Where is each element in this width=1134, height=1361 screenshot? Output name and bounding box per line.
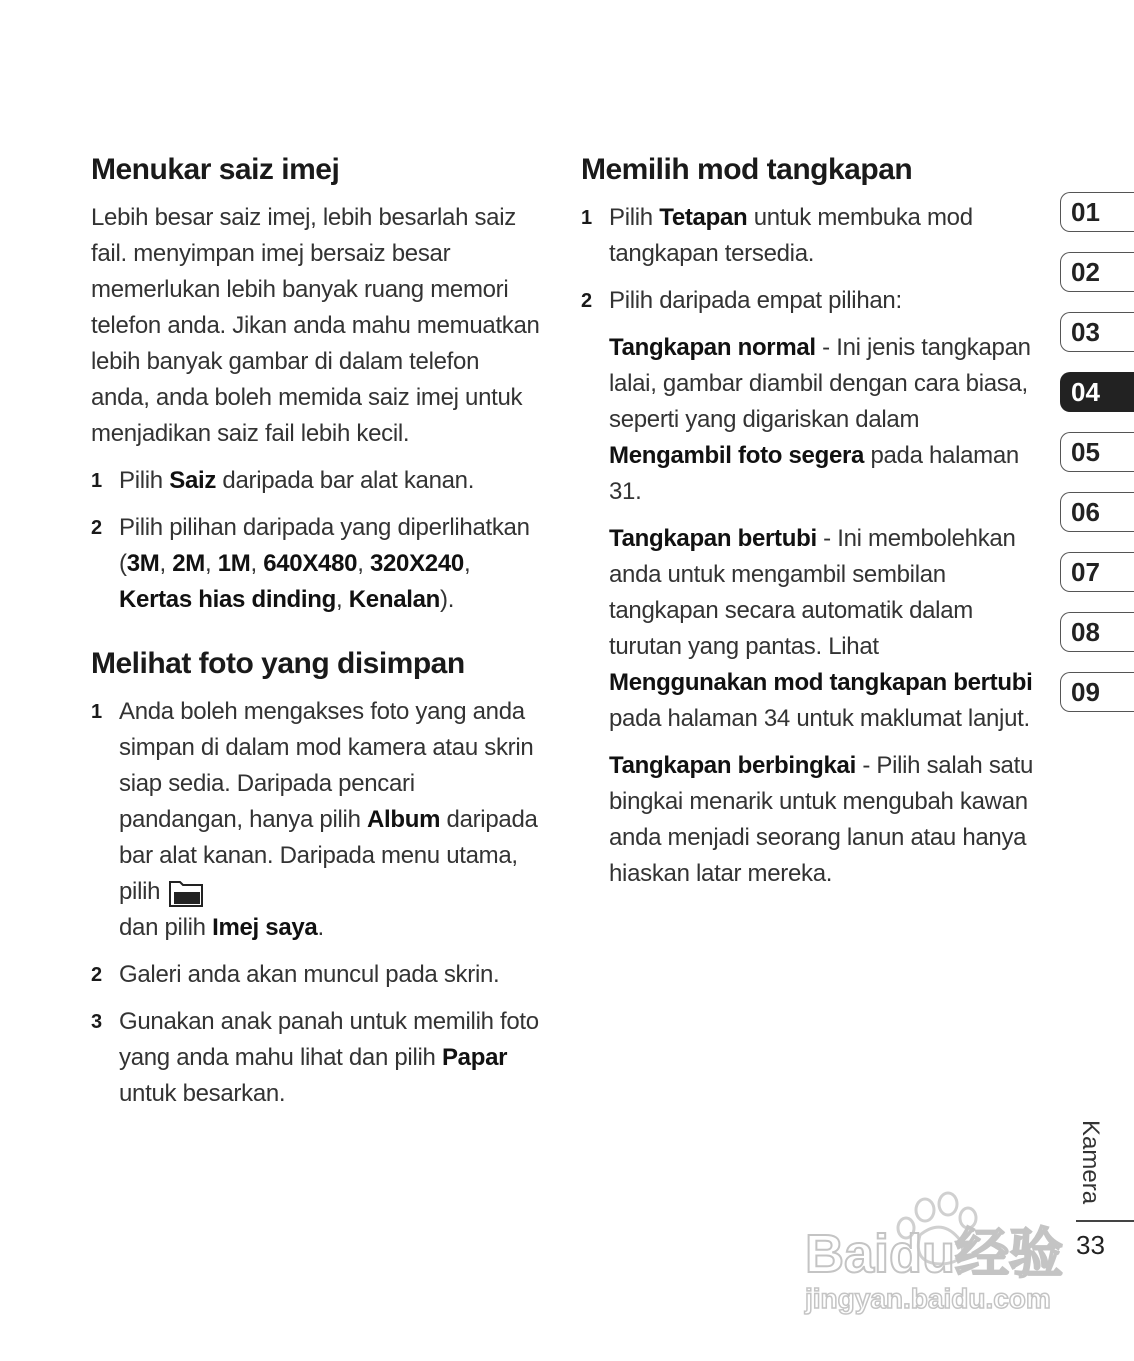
watermark-logo: Baidu经验 <box>805 1224 1064 1284</box>
option-640x480: 640X480 <box>263 550 358 577</box>
resize-step-1: 1 Pilih Saiz daripada bar alat kanan. <box>91 463 541 499</box>
chapter-tab-08[interactable]: 08 <box>1060 612 1134 652</box>
step-number: 2 <box>91 517 103 539</box>
section-label: Kamera <box>1077 1120 1104 1205</box>
page-number: 33 <box>1076 1230 1105 1260</box>
resize-step-2: 2 Pilih pilihan daripada yang diperlihatkan (3M, 2M, 1M, 640X480, 320X240, Kertas hias dinding, Kenalan). <box>91 510 541 618</box>
option-normal-shot: Tangkapan normal - Ini jenis tangkapan lalai, gambar diambil dengan cara biasa, seperti yang digariskan dalam Mengambil foto segera pada halaman 31. <box>609 334 1031 505</box>
chapter-tab-03[interactable]: 03 <box>1060 312 1134 352</box>
view-step-3: 3 Gunakan anak panah untuk memilih foto yang anda mahu lihat dan pilih Papar untuk besarkan. <box>91 1004 541 1112</box>
step-number: 2 <box>91 964 103 986</box>
option-frame-shot: Tangkapan berbingkai - Pilih salah satu bingkai menarik untuk mengubah kawan anda menjadi seorang lanun atau hanya hiaskan latar mereka. <box>609 752 1034 887</box>
right-column <box>581 150 1043 903</box>
view-step-1: 1 Anda boleh mengakses foto yang anda simpan di dalam mod kamera atau skrin siap sedia. Daripada pencari pandangan, hanya pilih Album daripada bar alat kanan. Daripada menu utama, pilih dan pilih Imej saya. <box>91 694 541 946</box>
divider <box>1076 1220 1134 1222</box>
chapter-tab-05[interactable]: 05 <box>1060 432 1134 472</box>
mode-step-1: 1 Pilih Tetapan untuk membuka mod tangkapan tersedia. <box>581 200 1043 272</box>
view-step-2: 2 Galeri anda akan muncul pada skrin. <box>91 957 541 993</box>
option-title: Tangkapan berbingkai <box>609 752 856 779</box>
left-column <box>91 150 541 1123</box>
keyword-tetapan: Tetapan <box>659 204 748 231</box>
gallery-folder-icon <box>168 878 204 908</box>
keyword-saiz: Saiz <box>169 467 217 494</box>
heading-resize-image: Menukar saiz imej <box>91 153 340 186</box>
heading-capture-mode: Memilih mod tangkapan <box>581 153 913 186</box>
chapter-tab-02[interactable]: 02 <box>1060 252 1134 292</box>
resize-intro: Lebih besar saiz imej, lebih besarlah saiz fail. menyimpan imej bersaiz besar memerlukan lebih banyak ruang memori telefon anda. Jikan anda mahu memuatkan lebih banyak gambar di dalam telefon anda, anda boleh memida saiz imej untuk menjadikan saiz fail lebih kecil. <box>91 204 540 447</box>
step-number: 1 <box>91 701 103 723</box>
step-number: 2 <box>581 290 593 312</box>
keyword-album: Album <box>366 806 441 833</box>
option-320x240: 320X240 <box>369 550 464 577</box>
mode-step-2: 2 Pilih daripada empat pilihan: <box>581 283 1043 319</box>
heading-view-saved-photos: Melihat foto yang disimpan <box>91 647 465 680</box>
option-1m: 1M <box>217 550 251 577</box>
chapter-tab-07[interactable]: 07 <box>1060 552 1134 592</box>
keyword-imej-saya: Imej saya <box>212 914 318 941</box>
baidu-watermark <box>800 1190 1070 1320</box>
option-3m: 3M <box>126 550 160 577</box>
option-2m: 2M <box>172 550 205 577</box>
step-number: 1 <box>581 207 593 229</box>
option-title: Tangkapan normal <box>609 334 816 361</box>
keyword-papar: Papar <box>441 1044 508 1071</box>
chapter-tabs <box>1060 192 1134 732</box>
chapter-tab-04[interactable]: 04 <box>1060 372 1134 412</box>
option-wallpaper: Kertas hias dinding <box>119 586 337 613</box>
watermark-url: jingyan.baidu.com <box>805 1283 1051 1314</box>
chapter-tab-06[interactable]: 06 <box>1060 492 1134 532</box>
step-number: 1 <box>91 470 103 492</box>
step-number: 3 <box>91 1011 103 1033</box>
chapter-tab-09[interactable]: 09 <box>1060 672 1134 712</box>
link-take-photo: Mengambil foto segera <box>609 442 865 469</box>
link-burst-mode: Menggunakan mod tangkapan bertubi <box>609 669 1033 696</box>
option-title: Tangkapan bertubi <box>609 525 817 552</box>
option-burst-shot: Tangkapan bertubi - Ini membolehkan anda untuk mengambil sembilan tangkapan secara automatik dalam turutan yang pantas. Lihat Menggunakan mod tangkapan bertubi pada halaman 34 untuk maklumat lanjut. <box>609 525 1033 732</box>
chapter-tab-01[interactable]: 01 <box>1060 192 1134 232</box>
option-contacts: Kenalan <box>348 586 441 613</box>
